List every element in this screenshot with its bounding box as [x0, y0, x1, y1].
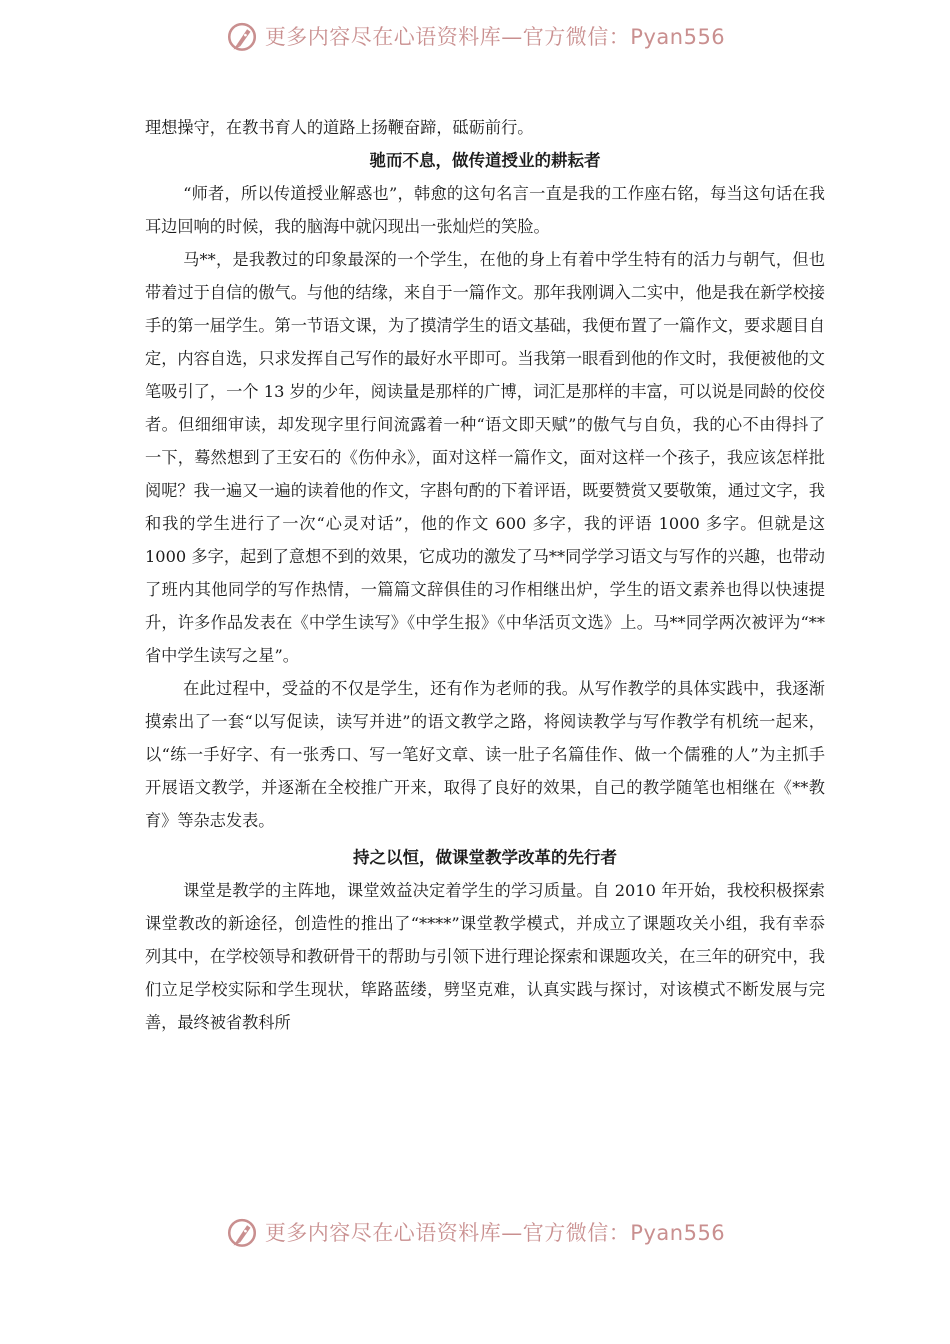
pen-nib-logo-icon: [225, 19, 259, 53]
section-heading-2: 持之以恒，做课堂教学改革的先行者: [353, 848, 617, 867]
header-watermark-banner: [0, 16, 950, 56]
paragraph-2: 马**，是我教过的印象最深的一个学生，在他的身上有着中学生特有的活力与朝气，但也带着过于自信的傲气。与他的结缘，来自于一篇作文。那年我刚调入二实中，他是我在新学校接手的第一届学生。第一节语文课，为了摸清学生的语文基础，我便布置了一篇作文，要求题目自定，内容自选，只求发挥自己写作的最好水平即可。当我第一眼看到他的作文时，我便被他的文笔吸引了，一个 13 岁的少年，阅读量是那样的广博，词汇是那样的丰富，可以说是同龄的佼佼者。但细细审读，却发现字里行间流露着一种“语文即天赋”的傲气与自负，我的心不由得抖了一下，蓦然想到了王安石的《伤仲永》，面对这样一篇作文，面对这样一个孩子，我应该怎样批阅呢？我一遍又一遍的读着他的作文，字斟句酌的下着评语，既要赞赏又要敬策，通过文字，我和我的学生进行了一次“心灵对话”，他的作文 600 多字，我的评语 1000 多字。但就是这 1000 多字，起到了意想不到的效果，它成功的激发了马**同学学习语文与写作的兴趣，也带动了班内其他同学的写作热情，一篇篇文辞俱佳的习作相继出炉，学生的语文素养也得以快速提升，许多作品发表在《中学生读写》《中学生报》《中华活页文选》上。马**同学两次被评为“**省中学生读写之星”。: [145, 250, 825, 665]
watermark-text: 更多内容尽在心语资料库—官方微信：Pyan556: [264, 1221, 726, 1245]
paragraph-1: “师者，所以传道授业解惑也”，韩愈的这句名言一直是我的工作座右铭，每当这句话在我耳边回响的时候，我的脑海中就闪现出一张灿烂的笑脸。: [145, 184, 825, 236]
pen-nib-logo-icon: [225, 1215, 259, 1249]
document-body: [145, 111, 825, 1039]
watermark-text: 更多内容尽在心语资料库—官方微信：Pyan556: [264, 25, 726, 49]
section-heading-1: 驰而不息，做传道授业的耕耘者: [369, 151, 601, 170]
paragraph-3: 在此过程中，受益的不仅是学生，还有作为老师的我。从写作教学的具体实践中，我逐渐摸索出了一套“以写促读，读写并进”的语文教学之路，将阅读教学与写作教学有机统一起来，以“练一手好字、有一张秀口、写一笔好文章、读一肚子名篇佳作、做一个儒雅的人”为主抓手开展语文教学，并逐渐在全校推广开来，取得了良好的效果，自己的教学随笔也相继在《**教育》等杂志发表。: [145, 679, 825, 830]
footer-watermark-banner: [0, 1212, 950, 1252]
paragraph-continued: 理想操守，在教书育人的道路上扬鞭奋蹄，砥砺前行。: [145, 118, 534, 137]
paragraph-4: 课堂是教学的主阵地，课堂效益决定着学生的学习质量。自 2010 年开始，我校积极探索课堂教改的新途径，创造性的推出了“****”课堂教学模式，并成立了课题攻关小组，我有幸忝列其中，在学校领导和教研骨干的帮助与引领下进行理论探索和课题攻关，在三年的研究中，我们立足学校实际和学生现状，筚路蓝缕，劈坚克难，认真实践与探讨，对该模式不断发展与完善，最终被省教科所: [145, 881, 825, 1032]
